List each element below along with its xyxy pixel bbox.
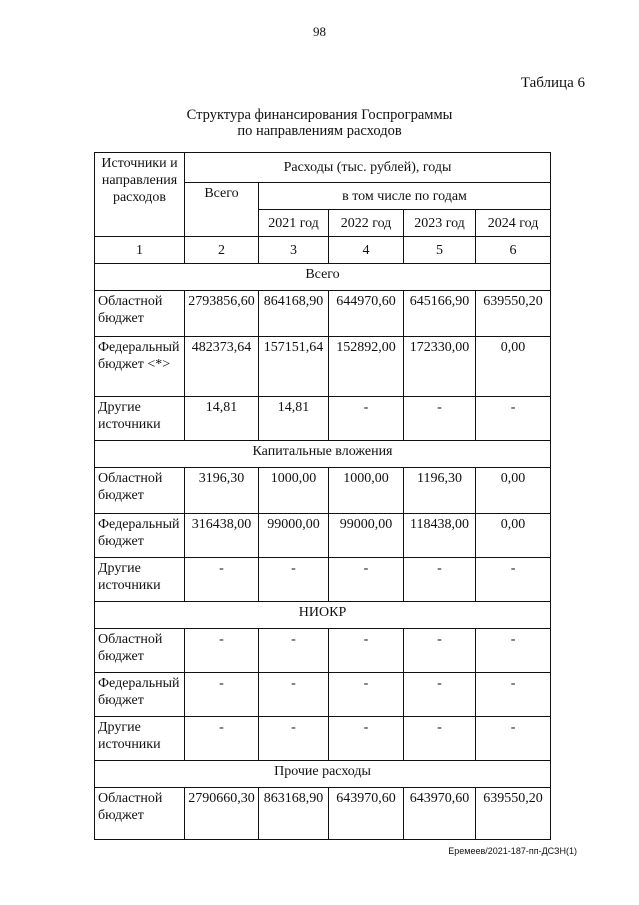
value-cell: 14,81 — [185, 397, 259, 441]
value-cell: - — [185, 629, 259, 673]
value-cell: - — [329, 717, 404, 761]
column-number-2: 2 — [185, 237, 259, 264]
footer-document-code: Еремеев/2021-187-пп-ДСЗН(1) — [448, 846, 577, 856]
table-row — [95, 788, 551, 840]
row-label: Областной бюджет — [95, 629, 185, 673]
value-cell: 316438,00 — [185, 514, 259, 558]
row-label: Другие источники — [95, 397, 185, 441]
header-year-2024: 2024 год — [476, 210, 551, 237]
header-expenses: Расходы (тыс. рублей), годы — [185, 153, 551, 183]
value-cell: - — [476, 397, 551, 441]
value-cell: 152892,00 — [329, 337, 404, 397]
value-cell: - — [404, 717, 476, 761]
value-cell: 0,00 — [476, 468, 551, 514]
value-cell: 639550,20 — [476, 291, 551, 337]
value-cell: 864168,90 — [259, 291, 329, 337]
value-cell: 157151,64 — [259, 337, 329, 397]
value-cell: 1000,00 — [329, 468, 404, 514]
value-cell: 172330,00 — [404, 337, 476, 397]
financing-table — [94, 152, 551, 840]
value-cell: - — [259, 558, 329, 602]
header-year-2022: 2022 год — [329, 210, 404, 237]
value-cell: 643970,60 — [404, 788, 476, 840]
value-cell: 2790660,30 — [185, 788, 259, 840]
value-cell: - — [476, 629, 551, 673]
section-header-row — [95, 761, 551, 788]
value-cell: 863168,90 — [259, 788, 329, 840]
value-cell: 99000,00 — [329, 514, 404, 558]
table-row — [95, 673, 551, 717]
value-cell: - — [259, 673, 329, 717]
value-cell: - — [259, 717, 329, 761]
value-cell: 645166,90 — [404, 291, 476, 337]
value-cell: - — [404, 558, 476, 602]
value-cell: 1000,00 — [259, 468, 329, 514]
table-title-line-1: Структура финансирования Госпрограммы — [186, 107, 453, 123]
column-number-6: 6 — [476, 237, 551, 264]
value-cell: - — [329, 673, 404, 717]
table-row — [95, 291, 551, 337]
header-by-years: в том числе по годам — [259, 183, 551, 210]
row-label: Федеральный бюджет — [95, 673, 185, 717]
value-cell: - — [404, 673, 476, 717]
value-cell: - — [476, 558, 551, 602]
value-cell: - — [404, 397, 476, 441]
table-row — [95, 558, 551, 602]
table-row — [95, 717, 551, 761]
row-label: Областной бюджет — [95, 468, 185, 514]
table-row — [95, 397, 551, 441]
value-cell: - — [476, 673, 551, 717]
header-year-2023: 2023 год — [404, 210, 476, 237]
header-sources: Источники и направления расходов — [95, 153, 185, 237]
row-label: Областной бюджет — [95, 788, 185, 840]
table-row — [95, 337, 551, 397]
value-cell: 639550,20 — [476, 788, 551, 840]
value-cell: 0,00 — [476, 337, 551, 397]
header-total: Всего — [185, 183, 259, 237]
section-header-row — [95, 602, 551, 629]
section-header-row — [95, 264, 551, 291]
value-cell: - — [329, 558, 404, 602]
section-title: НИОКР — [95, 602, 551, 629]
row-label: Другие источники — [95, 717, 185, 761]
header-year-2021: 2021 год — [259, 210, 329, 237]
table-title — [0, 107, 639, 139]
value-cell: 1196,30 — [404, 468, 476, 514]
value-cell: - — [476, 717, 551, 761]
section-title: Всего — [95, 264, 551, 291]
column-number-3: 3 — [259, 237, 329, 264]
row-label: Федеральный бюджет <*> — [95, 337, 185, 397]
row-label: Федеральный бюджет — [95, 514, 185, 558]
value-cell: 118438,00 — [404, 514, 476, 558]
column-number-1: 1 — [95, 237, 185, 264]
value-cell: 99000,00 — [259, 514, 329, 558]
row-label: Другие источники — [95, 558, 185, 602]
row-label: Областной бюджет — [95, 291, 185, 337]
value-cell: 14,81 — [259, 397, 329, 441]
value-cell: 0,00 — [476, 514, 551, 558]
section-title: Прочие расходы — [95, 761, 551, 788]
value-cell: - — [259, 629, 329, 673]
table-row — [95, 514, 551, 558]
value-cell: 2793856,60 — [185, 291, 259, 337]
value-cell: 643970,60 — [329, 788, 404, 840]
value-cell: 482373,64 — [185, 337, 259, 397]
column-number-4: 4 — [329, 237, 404, 264]
section-header-row — [95, 441, 551, 468]
section-title: Капитальные вложения — [95, 441, 551, 468]
value-cell: - — [185, 558, 259, 602]
page-number: 98 — [313, 24, 326, 39]
column-number-5: 5 — [404, 237, 476, 264]
value-cell: - — [329, 629, 404, 673]
table-row — [95, 629, 551, 673]
value-cell: 644970,60 — [329, 291, 404, 337]
value-cell: - — [185, 717, 259, 761]
table-row — [95, 468, 551, 514]
table-title-line-2: по направлениям расходов — [237, 123, 402, 139]
value-cell: 3196,30 — [185, 468, 259, 514]
value-cell: - — [185, 673, 259, 717]
table-number: Таблица 6 — [520, 75, 585, 91]
value-cell: - — [404, 629, 476, 673]
value-cell: - — [329, 397, 404, 441]
